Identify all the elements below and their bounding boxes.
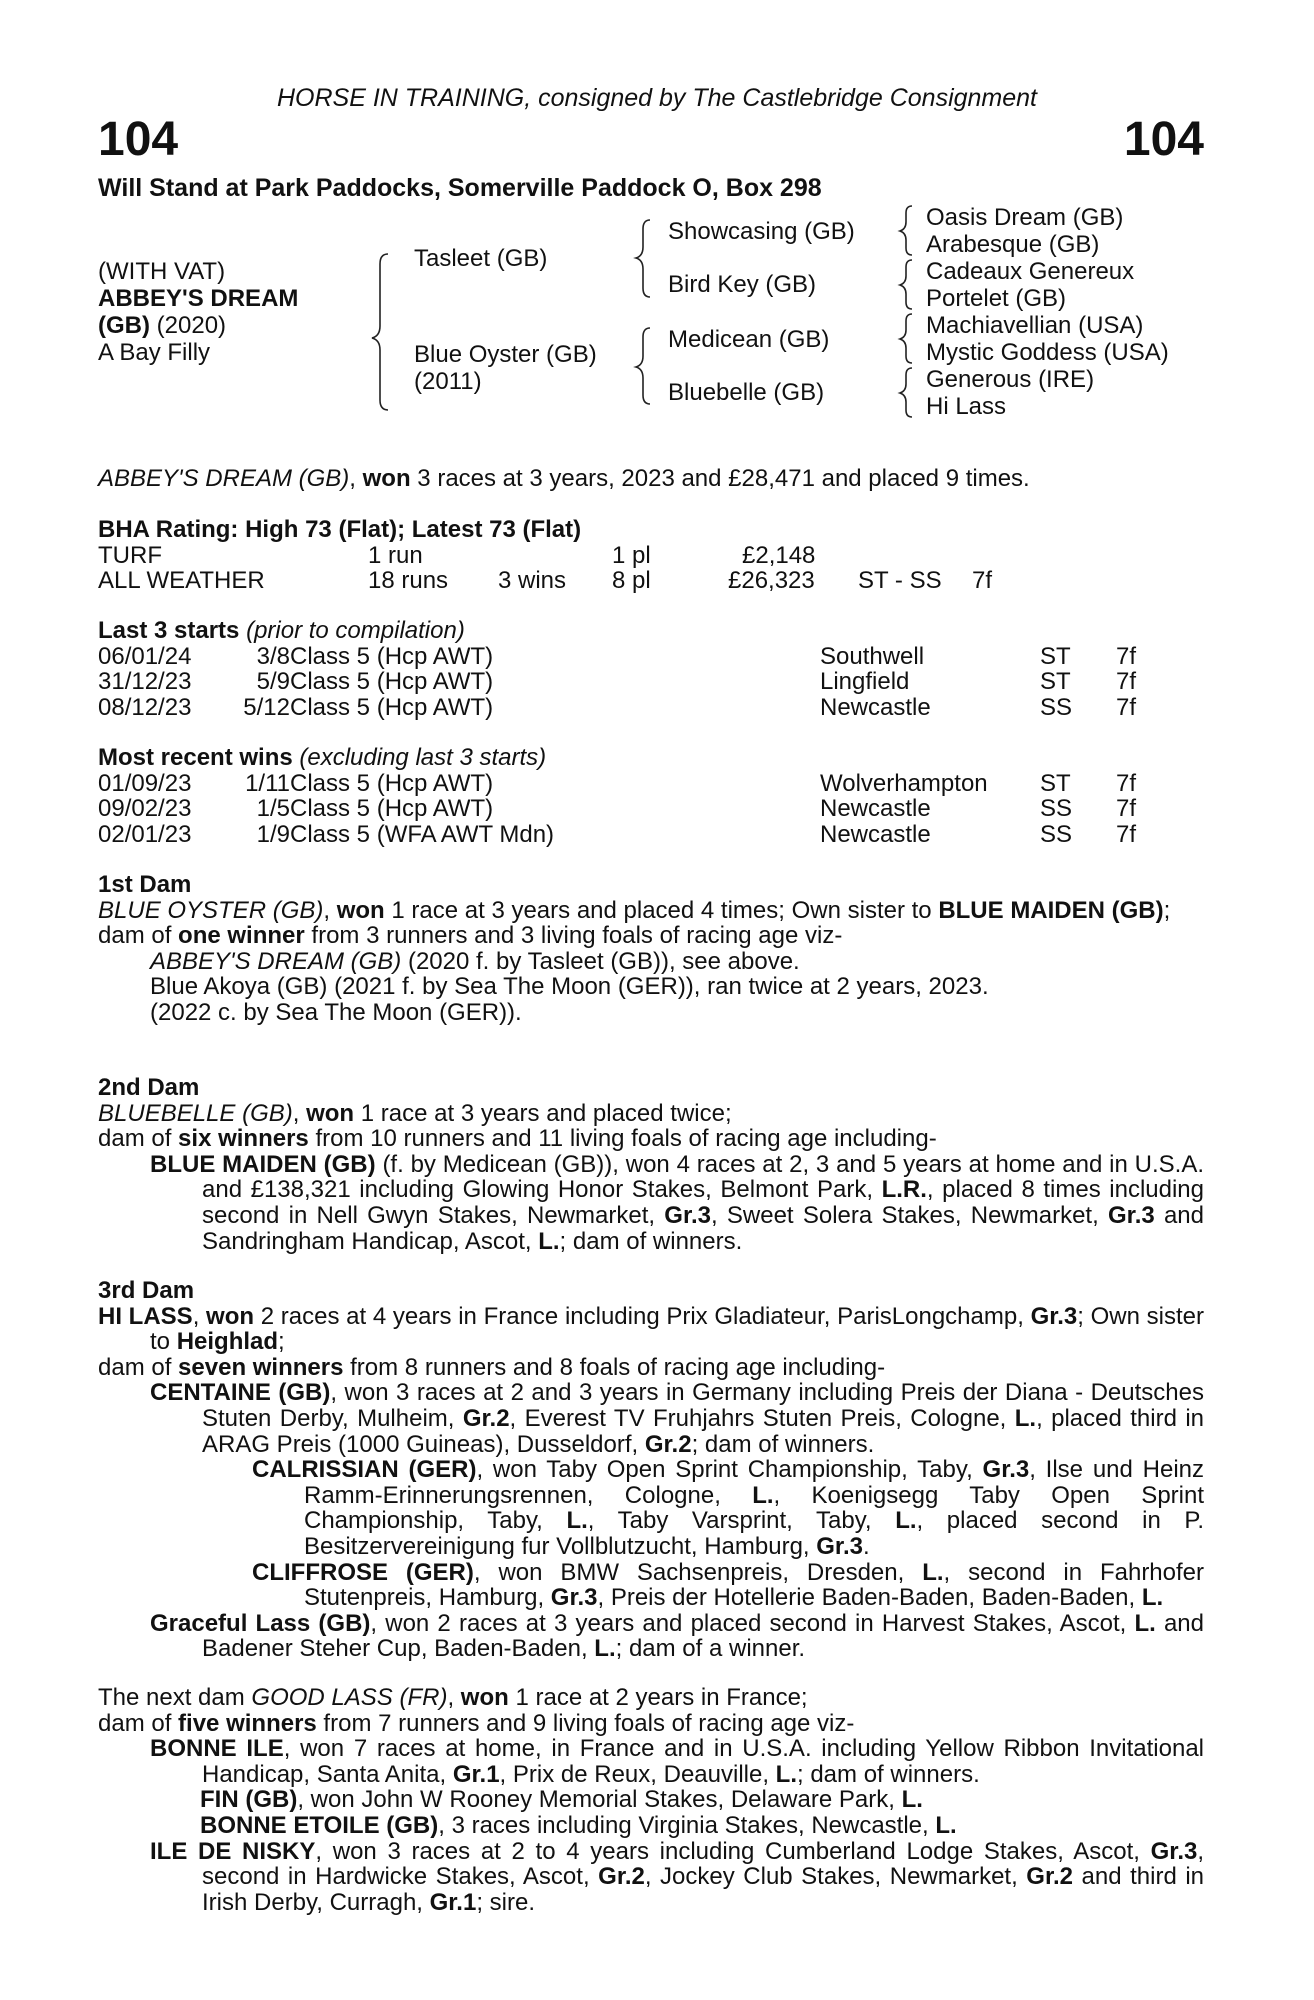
- grade: L.: [566, 1507, 588, 1535]
- text: 2 races at 4 years in France including Prix Gladiateur, ParisLongchamp,: [254, 1302, 1031, 1330]
- text: , won Taby Open Sprint Championship, Taby,: [476, 1456, 983, 1484]
- text: (f. by Medicean (GB)), won 4 races at 2, 3 and 5 years at home and in U.S.A. and £138,321 including Glowing Honor Stakes, Belmont Park,: [202, 1150, 1204, 1204]
- start-venue: Lingfield: [820, 668, 910, 696]
- win-position: 1/9: [256, 820, 290, 848]
- next-dam-produce-summary: [98, 1711, 1204, 1737]
- summary-name: ABBEY'S DREAM (GB): [98, 465, 350, 492]
- produce-item-fin: [98, 1787, 1204, 1813]
- text: , Ilse und Heinz Ramm-Erinnerungsrennen, Cologne,: [304, 1456, 1204, 1509]
- pedigree-g1: Oasis Dream (GB): [926, 204, 1124, 231]
- horse-origin: (GB): [98, 312, 150, 339]
- win-position: 1/5: [256, 795, 290, 823]
- grade: L.: [901, 1786, 923, 1814]
- last-3-starts-section: [98, 618, 1204, 720]
- produce-name: FIN (GB): [200, 1786, 298, 1814]
- pedigree-g7: Generous (IRE): [926, 366, 1095, 393]
- rating-wins: 3 wins: [498, 567, 567, 595]
- last3-row: [98, 695, 1204, 721]
- next-dam-record: [98, 1685, 1204, 1711]
- winners-count: one winner: [178, 922, 305, 950]
- start-race: Class 5 (Hcp AWT): [290, 668, 494, 696]
- most-recent-wins-section: [98, 745, 1204, 847]
- start-race: Class 5 (Hcp AWT): [290, 693, 494, 721]
- summary-rest: 3 races at 3 years, 2023 and £28,471 and placed 9 times.: [410, 465, 1030, 492]
- text: 1 race at 2 years in France;: [508, 1684, 808, 1711]
- record-text: 1 race at 3 years and placed twice;: [354, 1099, 732, 1127]
- start-date: 06/01/24: [98, 642, 192, 670]
- pedigree-g6: Mystic Goddess (USA): [926, 339, 1169, 366]
- horse-year: (2020): [149, 312, 227, 339]
- text: , Preis der Hotellerie Baden-Baden, Baden-Baden,: [597, 1584, 1142, 1612]
- produce-item-graceful-lass: [98, 1611, 1204, 1662]
- produce-name: Graceful Lass (GB): [150, 1609, 371, 1637]
- text: , Taby Varsprint, Taby,: [587, 1507, 896, 1535]
- text: and Sandringham Handicap, Ascot,: [202, 1201, 1205, 1255]
- text: from 3 runners and 3 living foals of racing age viz-: [304, 922, 843, 950]
- race-summary: [98, 466, 1204, 492]
- win-distance: 7f: [1116, 795, 1137, 823]
- second-dam-title: 2nd Dam: [98, 1074, 200, 1101]
- text: , won 3 races at 2 and 3 years in Germany including Preis der Diana - Deutsches Stuten Derby, Mulheim,: [202, 1379, 1204, 1432]
- produce-name: CENTAINE (GB): [150, 1379, 331, 1407]
- second-dam-section: [98, 1075, 1204, 1254]
- produce-item-blue-maiden: [98, 1152, 1204, 1254]
- stand-location: Will Stand at Park Paddocks, Somerville Paddock O, Box 298: [98, 174, 822, 202]
- text: , won John W Rooney Memorial Stakes, Delaware Park,: [297, 1786, 902, 1814]
- bha-rating-title: BHA Rating: High 73 (Flat); Latest 73 (Flat): [98, 516, 582, 543]
- won-word: won: [460, 1684, 509, 1711]
- win-venue: Newcastle: [820, 820, 931, 848]
- start-distance: 7f: [1116, 642, 1137, 670]
- grade: Gr.3: [1150, 1837, 1198, 1865]
- grade: Gr.1: [452, 1760, 500, 1788]
- text: dam of: [98, 1125, 179, 1153]
- text: .: [862, 1532, 870, 1560]
- text: ; dam of winners.: [691, 1430, 875, 1458]
- third-dam-record: [98, 1304, 1204, 1355]
- rating-runs: 1 run: [368, 541, 423, 569]
- dam-name: BLUEBELLE (GB): [98, 1099, 293, 1127]
- start-date: 31/12/23: [98, 668, 192, 696]
- rating-runs: 18 runs: [368, 567, 449, 595]
- produce-item-bonne-etoile: [98, 1813, 1204, 1839]
- grade: Gr.3: [982, 1456, 1030, 1484]
- first-dam-title: 1st Dam: [98, 871, 192, 898]
- text: from 7 runners and 9 living foals of racing age viz-: [316, 1709, 855, 1737]
- grade: Gr.1: [429, 1888, 477, 1916]
- won-word: won: [306, 1099, 355, 1127]
- dam-name: BLUE OYSTER (GB): [98, 896, 324, 924]
- text: , placed second in P. Besitzervereinigung fur Vollblutzucht, Hamburg,: [304, 1507, 1204, 1560]
- win-distance: 7f: [1116, 820, 1137, 848]
- produce-name: BLUE MAIDEN (GB): [150, 1150, 376, 1178]
- rating-surface: ALL WEATHER: [98, 567, 265, 595]
- text: , won 7 races at home, in France and in U.S.A. including Yellow Ribbon Invitational Handicap, Santa Anita,: [202, 1735, 1204, 1788]
- grade: Gr.3: [816, 1532, 863, 1560]
- win-surface: ST: [1040, 769, 1071, 797]
- text: , Jockey Club Stakes, Newmarket,: [644, 1863, 1027, 1891]
- won-word: won: [206, 1302, 255, 1330]
- start-position: 3/8: [256, 642, 290, 670]
- summary-won: won: [362, 465, 411, 492]
- start-venue: Southwell: [820, 642, 925, 670]
- grade: Gr.2: [1026, 1863, 1073, 1891]
- produce-item-calrissian: [98, 1457, 1204, 1559]
- sister-name: BLUE MAIDEN (GB): [938, 896, 1164, 924]
- first-dam-record: [98, 898, 1204, 924]
- text: , placed third in ARAG Preis (1000 Guineas), Dusseldorf,: [202, 1404, 1204, 1458]
- produce-item: [98, 949, 1204, 975]
- win-race: Class 5 (Hcp AWT): [290, 795, 494, 823]
- start-surface: ST: [1040, 642, 1071, 670]
- produce-item-cliffrose: [98, 1560, 1204, 1611]
- horse-name: ABBEY'S DREAM: [98, 285, 299, 312]
- wins-title: Most recent wins: [98, 744, 293, 771]
- rating-prize: £2,148: [742, 541, 816, 569]
- text: , Prix de Reux, Deauville,: [499, 1760, 776, 1788]
- text: , second in Fahrhofer Stutenpreis, Hamburg,: [304, 1558, 1205, 1612]
- pedigree-g8: Hi Lass: [926, 393, 1007, 420]
- produce-text: (2020 f. by Tasleet (GB)), see above.: [401, 947, 800, 975]
- start-distance: 7f: [1116, 668, 1137, 696]
- start-surface: ST: [1040, 668, 1071, 696]
- grade: L.: [935, 1811, 957, 1839]
- text: and Badener Steher Cup, Baden-Baden,: [202, 1609, 1205, 1663]
- text: , second in Hardwicke Stakes, Ascot,: [202, 1837, 1205, 1891]
- grade: L.: [538, 1227, 560, 1255]
- second-dam-produce-summary: [98, 1126, 1204, 1152]
- win-surface: SS: [1040, 820, 1073, 848]
- grade: Gr.3: [664, 1201, 711, 1229]
- text: dam of: [98, 922, 179, 950]
- third-dam-section: [98, 1278, 1204, 1662]
- win-row: [98, 822, 1204, 848]
- pedigree-dam-year: (2011): [414, 368, 482, 395]
- text: and third in Irish Derby, Curragh,: [202, 1863, 1204, 1916]
- win-date: 09/02/23: [98, 795, 192, 823]
- winners-count: six winners: [178, 1125, 309, 1153]
- rating-row-turf: [98, 543, 1204, 569]
- win-distance: 7f: [1116, 769, 1137, 797]
- win-row: [98, 771, 1204, 797]
- pedigree-g4: Portelet (GB): [926, 285, 1067, 312]
- punct: ;: [278, 1328, 285, 1356]
- text: The next dam: [98, 1684, 252, 1711]
- pedigree-dam-sire: Medicean (GB): [668, 326, 830, 353]
- winners-count: seven winners: [178, 1353, 344, 1381]
- grade: L.: [752, 1481, 774, 1509]
- produce-name: BONNE ETOILE (GB): [200, 1811, 439, 1839]
- page-header-title: HORSE IN TRAINING, consigned by The Castlebridge Consignment: [276, 84, 1038, 112]
- grade: L.: [922, 1558, 944, 1586]
- text: , 3 races including Virginia Stakes, Newcastle,: [438, 1811, 936, 1839]
- text: ; dam of winners.: [797, 1760, 980, 1788]
- grade: Gr.2: [644, 1430, 692, 1458]
- last3-row: [98, 644, 1204, 670]
- grade: L.: [1014, 1404, 1037, 1432]
- dam-name: GOOD LASS (FR): [251, 1684, 448, 1711]
- produce-name: ABBEY'S DREAM (GB): [150, 947, 402, 975]
- text: , Everest TV Fruhjahrs Stuten Preis, Cologne,: [509, 1404, 1015, 1432]
- produce-item: (2022 c. by Sea The Moon (GER)).: [150, 998, 522, 1026]
- produce-name: CLIFFROSE (GER): [252, 1558, 474, 1586]
- start-race: Class 5 (Hcp AWT): [290, 642, 494, 670]
- text: from 8 runners and 8 foals of racing age including-: [343, 1353, 886, 1381]
- rating-placed: 8 pl: [612, 567, 651, 595]
- lot-number-left: 104: [98, 113, 179, 166]
- win-race: Class 5 (Hcp AWT): [290, 769, 494, 797]
- rating-course: ST - SS: [858, 567, 942, 595]
- sep: ,: [292, 1099, 307, 1127]
- last3-subtitle: (prior to compilation): [239, 617, 465, 644]
- pedigree-sire-dam: Bird Key (GB): [668, 271, 817, 298]
- second-dam-record: [98, 1101, 1204, 1127]
- sep: ,: [323, 896, 337, 924]
- start-surface: SS: [1040, 693, 1073, 721]
- rating-row-all-weather: [98, 568, 1204, 594]
- horse-description: A Bay Filly: [98, 339, 211, 366]
- first-dam-section: [98, 872, 1204, 1026]
- grade: L.: [775, 1760, 797, 1788]
- grade: L.: [1134, 1609, 1156, 1637]
- punct: ;: [1163, 896, 1171, 924]
- wins-subtitle: (excluding last 3 starts): [292, 744, 547, 771]
- rating-prize: £26,323: [728, 567, 815, 595]
- third-dam-produce-summary: [98, 1355, 1204, 1381]
- lot-number-right: 104: [1123, 113, 1204, 166]
- text: dam of: [98, 1709, 179, 1737]
- start-position: 5/9: [256, 668, 290, 696]
- pedigree-g3: Cadeaux Genereux: [926, 258, 1135, 285]
- start-position: 5/12: [243, 693, 290, 721]
- last3-title: Last 3 starts: [98, 617, 240, 644]
- win-date: 01/09/23: [98, 769, 192, 797]
- text: , Koenigsegg Taby Open Sprint Championship, Taby,: [304, 1481, 1205, 1535]
- sister-name: Heighlad: [176, 1328, 279, 1356]
- text: ; dam of winners.: [559, 1227, 743, 1255]
- text: , placed 8 times including second in Nell Gwyn Stakes, Newmarket,: [202, 1176, 1204, 1229]
- produce-name: CALRISSIAN (GER): [252, 1456, 477, 1484]
- bha-rating-section: [98, 517, 1204, 594]
- vat-note: (WITH VAT): [98, 258, 226, 285]
- produce-name: BONNE ILE: [150, 1735, 284, 1763]
- produce-item-bonne-ile: [98, 1736, 1204, 1787]
- grade: L.: [594, 1635, 616, 1663]
- pedigree-sire: Tasleet (GB): [414, 245, 548, 272]
- text: , won 3 races at 2 to 4 years including Cumberland Lodge Stakes, Ascot,: [315, 1837, 1151, 1865]
- win-venue: Newcastle: [820, 795, 931, 823]
- win-date: 02/01/23: [98, 820, 192, 848]
- pedigree-g5: Machiavellian (USA): [926, 312, 1144, 339]
- rating-surface: TURF: [98, 541, 162, 569]
- grade: Gr.3: [550, 1584, 598, 1612]
- start-distance: 7f: [1116, 693, 1137, 721]
- third-dam-title: 3rd Dam: [98, 1277, 195, 1304]
- produce-name: ILE DE NISKY: [150, 1837, 316, 1865]
- text: ; dam of a winner.: [615, 1635, 806, 1663]
- start-date: 08/12/23: [98, 693, 192, 721]
- win-venue: Wolverhampton: [820, 769, 988, 797]
- pedigree-g2: Arabesque (GB): [926, 231, 1100, 258]
- grade: Gr.3: [1030, 1302, 1078, 1330]
- text: dam of: [98, 1353, 179, 1381]
- grade: Gr.3: [1108, 1201, 1155, 1229]
- win-row: [98, 796, 1204, 822]
- grade: L.: [895, 1507, 917, 1535]
- start-venue: Newcastle: [820, 693, 931, 721]
- win-race: Class 5 (WFA AWT Mdn): [290, 820, 555, 848]
- pedigree-sire-sire: Showcasing (GB): [668, 218, 855, 245]
- next-dam-section: [98, 1685, 1204, 1915]
- pedigree-dam-dam: Bluebelle (GB): [668, 379, 825, 406]
- record-text: 1 race at 3 years and placed 4 times; Own sister to: [384, 896, 939, 924]
- sep: ,: [447, 1684, 461, 1711]
- grade: Gr.2: [598, 1863, 645, 1891]
- text: ; sire.: [476, 1888, 536, 1916]
- dam-name: HI LASS: [98, 1302, 193, 1330]
- grade: L.: [1141, 1584, 1164, 1612]
- text: ; Own sister to: [150, 1302, 1204, 1356]
- last3-row: [98, 669, 1204, 695]
- text: from 10 runners and 11 living foals of racing age including-: [308, 1125, 937, 1153]
- won-word: won: [336, 896, 385, 924]
- produce-item-ile-de-nisky: [98, 1839, 1204, 1916]
- text: , won BMW Sachsenpreis, Dresden,: [473, 1558, 923, 1586]
- win-position: 1/11: [245, 769, 290, 797]
- grade: L.R.: [881, 1176, 927, 1204]
- produce-item-centaine: [98, 1380, 1204, 1457]
- win-surface: SS: [1040, 795, 1073, 823]
- grade: Gr.2: [462, 1404, 510, 1432]
- text: , won 2 races at 3 years and placed second in Harvest Stakes, Ascot,: [370, 1609, 1135, 1637]
- pedigree-dam: Blue Oyster (GB): [414, 341, 597, 368]
- rating-dist: 7f: [972, 567, 993, 595]
- sep: ,: [192, 1302, 207, 1330]
- produce-item: Blue Akoya (GB) (2021 f. by Sea The Moon (GER)), ran twice at 2 years, 2023.: [150, 973, 989, 1001]
- summary-sep: ,: [349, 465, 363, 492]
- first-dam-produce-summary: [98, 923, 1204, 949]
- winners-count: five winners: [178, 1709, 317, 1737]
- text: , Sweet Solera Stakes, Newmarket,: [710, 1201, 1109, 1229]
- rating-placed: 1 pl: [612, 541, 651, 569]
